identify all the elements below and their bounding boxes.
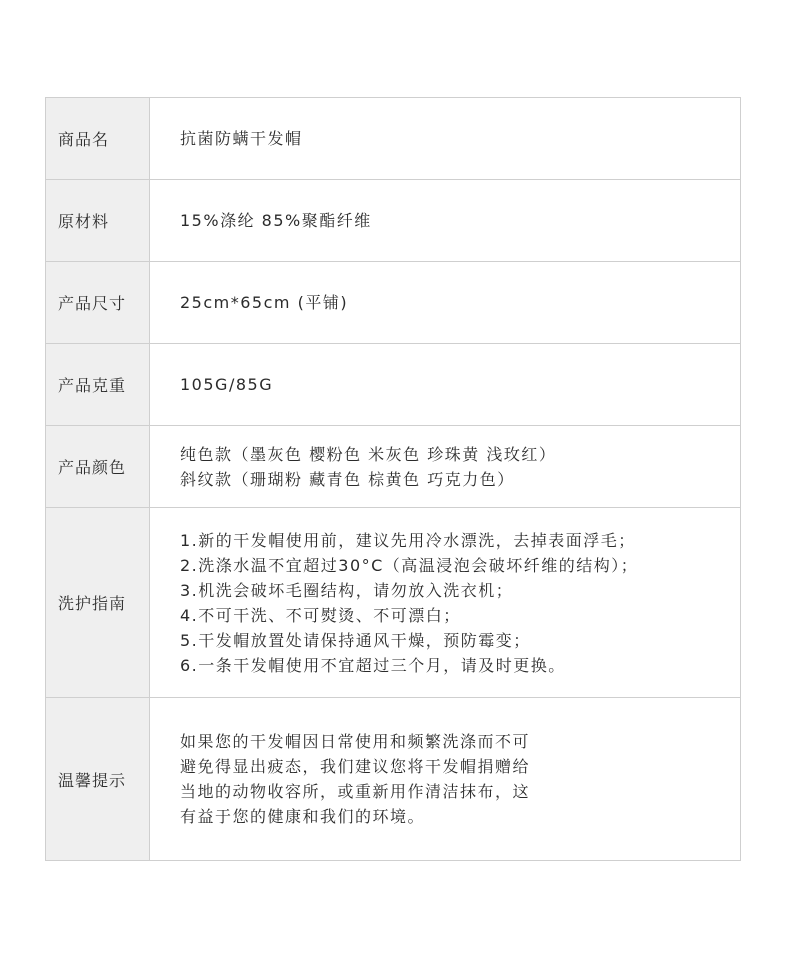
table-row xyxy=(46,98,741,180)
value-line: 抗菌防螨干发帽 xyxy=(180,129,303,148)
row-value xyxy=(150,180,741,262)
row-value xyxy=(150,698,741,861)
care-line: 4.不可干洗、不可熨烫、不可漂白； xyxy=(180,605,461,625)
care-line: 5.干发帽放置处请保持通风干燥，预防霉变； xyxy=(180,630,531,650)
row-value xyxy=(150,508,741,698)
row-label: 商品名 xyxy=(46,98,150,180)
row-label: 产品颜色 xyxy=(46,426,150,508)
care-line: 2.洗涤水温不宜超过30°C（高温浸泡会破坏纤维的结构）； xyxy=(180,555,639,575)
value-line: 25cm*65cm (平铺) xyxy=(180,293,349,312)
row-label: 温馨提示 xyxy=(46,698,150,861)
row-value xyxy=(150,426,741,508)
value-line: 105G/85G xyxy=(180,375,274,394)
tip-line: 有益于您的健康和我们的环境。 xyxy=(180,807,426,826)
tip-line: 避免得显出疲态，我们建议您将干发帽捐赠给 xyxy=(180,757,531,776)
tip-line: 如果您的干发帽因日常使用和频繁洗涤而不可 xyxy=(180,732,531,751)
table-row xyxy=(46,344,741,426)
tip-line: 当地的动物收容所，或重新用作清洁抹布，这 xyxy=(180,782,531,801)
value-line: 斜纹款（珊瑚粉 藏青色 棕黄色 巧克力色） xyxy=(180,469,515,489)
table-row xyxy=(46,426,741,508)
table-row xyxy=(46,698,741,861)
row-value xyxy=(150,98,741,180)
table-row xyxy=(46,180,741,262)
table-row xyxy=(46,508,741,698)
value-line: 纯色款（墨灰色 樱粉色 米灰色 珍珠黄 浅玫红） xyxy=(180,444,557,464)
value-line: 15%涤纶 85%聚酯纤维 xyxy=(180,211,372,230)
row-value xyxy=(150,262,741,344)
row-label: 洗护指南 xyxy=(46,508,150,698)
product-spec-table xyxy=(45,97,741,861)
care-line: 6.一条干发帽使用不宜超过三个月，请及时更换。 xyxy=(180,655,566,675)
care-line: 3.机洗会破坏毛圈结构，请勿放入洗衣机； xyxy=(180,580,514,600)
row-label: 产品尺寸 xyxy=(46,262,150,344)
care-line: 1.新的干发帽使用前，建议先用冷水漂洗，去掉表面浮毛； xyxy=(180,530,636,550)
table-row xyxy=(46,262,741,344)
row-value xyxy=(150,344,741,426)
row-label: 产品克重 xyxy=(46,344,150,426)
row-label: 原材料 xyxy=(46,180,150,262)
